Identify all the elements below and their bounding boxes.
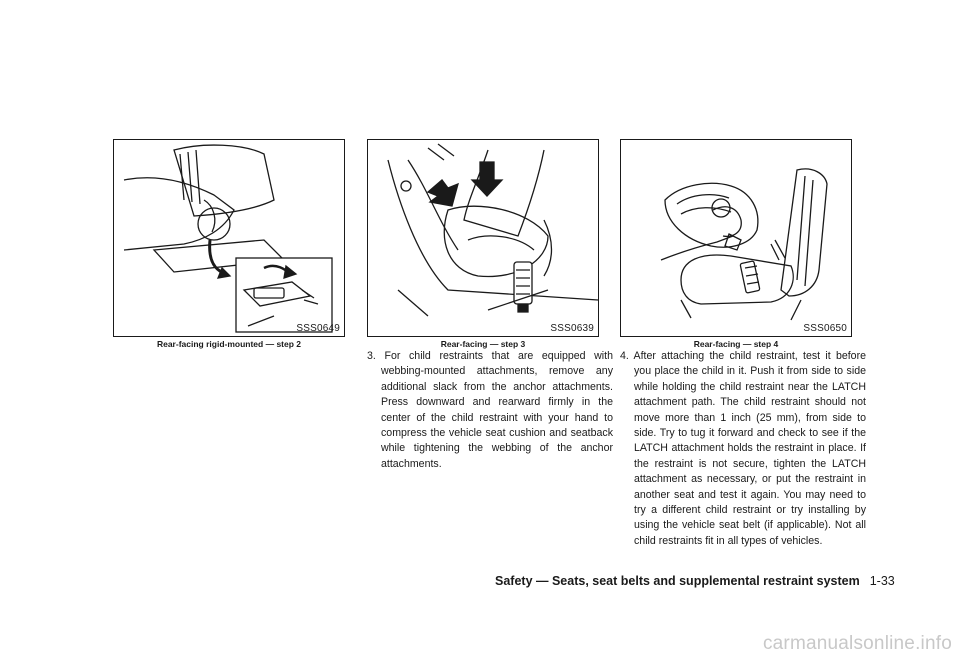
- figure-caption: Rear-facing — step 4: [693, 339, 779, 349]
- figure-caption: Rear-facing — step 3: [440, 339, 526, 349]
- instruction-step-4: 4. After attaching the child restraint, test it before you place the child in it. Push it from side to side while holding the child restraint near the LATCH attachment path. The child restraint should not move more than 1 inch (25 mm), from side to side. Try to tug it forward and check to see if the LATCH attachment holds the restraint in place. If the restraint is not secure, tighten the LATCH attachment as necessary, or put the restraint in another seat and test it again. You may need to try a different child restraint or try installing by using the vehicle seat belt (if applicable). Not all child restraints fit in all types of vehicles.: [620, 350, 866, 547]
- watermark: carmanualsonline.info: [762, 633, 952, 654]
- figure-code: SSS0649: [296, 323, 340, 334]
- press-down-illustration: [368, 140, 598, 336]
- page-footer: [495, 574, 895, 588]
- rigid-mount-illustration: [114, 140, 344, 336]
- figure-code: SSS0639: [550, 323, 594, 334]
- figure-step-2: [113, 139, 345, 337]
- figure-code: SSS0650: [803, 323, 847, 334]
- footer-section-title: Safety — Seats, seat belts and supplemental restraint system: [495, 574, 860, 588]
- latch-test-illustration: [621, 140, 851, 336]
- instruction-step-3: 3. For child restraints that are equipped with webbing-mounted attachments, remove any additional slack from the anchor attachments. Press downward and rearward firmly in the center of the child restraint with your hand to compress the vehicle seat cushion and seatback while tightening the webbing of the anchor attachments.: [367, 350, 613, 470]
- figure-step-4: [620, 139, 852, 337]
- figure-step-3: [367, 139, 599, 337]
- figure-caption: Rear-facing rigid-mounted — step 2: [156, 339, 302, 349]
- page-number: 1-33: [869, 574, 895, 588]
